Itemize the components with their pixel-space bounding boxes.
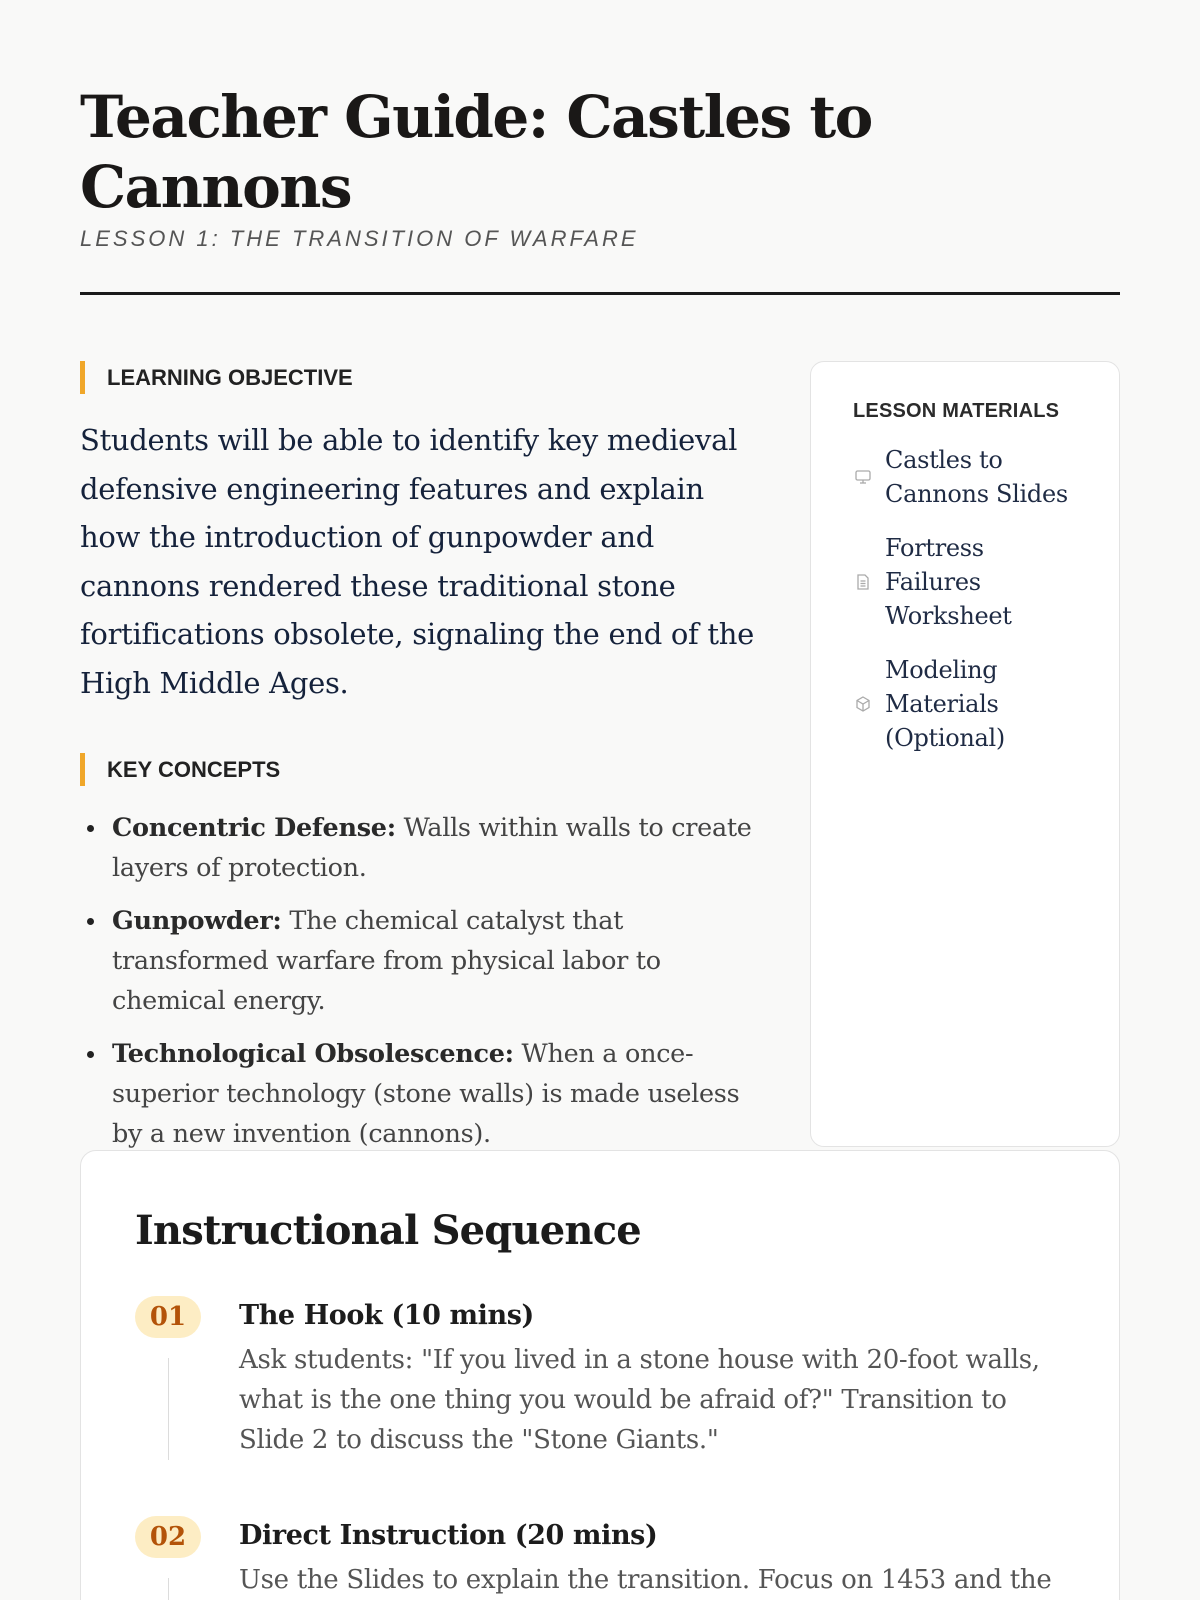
- concepts-list: [80, 808, 760, 1154]
- step-number-column: [135, 1516, 239, 1600]
- concept-term: Technological Obsolescence:: [112, 1039, 514, 1069]
- concept-term: Concentric Defense:: [112, 813, 396, 843]
- step-body: [239, 1516, 1065, 1600]
- concept-item: [112, 808, 760, 888]
- material-label: Modeling Materials (Optional): [885, 656, 1005, 752]
- step-text: Ask students: "If you lived in a stone house with 20-foot walls, what is the one thing you would be afraid of?" Transition to Slide 2 to discuss the "Stone Giants.": [239, 1345, 1040, 1455]
- step-text: Use the Slides to explain the transition. Focus on 1453 and the: [239, 1565, 1052, 1595]
- concept-desc: Walls within walls to create layers of protection.: [112, 813, 752, 883]
- header: [80, 0, 1120, 295]
- concepts-label: KEY CONCEPTS: [80, 753, 760, 786]
- material-item-slides[interactable]: [853, 443, 1081, 511]
- step-number-column: [135, 1296, 239, 1460]
- concept-desc: The chemical catalyst that transformed warfare from physical labor to chemical energy.: [112, 906, 661, 1016]
- document-icon: [853, 572, 873, 592]
- sequence-step: [135, 1296, 1065, 1460]
- sequence-title: Instructional Sequence: [135, 1207, 641, 1254]
- presentation-icon: [853, 467, 873, 487]
- concept-desc: When a once-superior technology (stone walls) is made useless by a new invention (cannons).: [112, 1039, 740, 1149]
- header-divider: [80, 292, 1120, 295]
- content-grid: [80, 361, 1120, 1167]
- step-title: Direct Instruction (20 mins): [239, 1520, 658, 1551]
- lesson-subtitle: LESSON 1: THE TRANSITION OF WARFARE: [80, 226, 639, 251]
- step-connector-line: [168, 1578, 169, 1600]
- concept-item: [112, 1034, 760, 1154]
- concept-item: [112, 901, 760, 1021]
- materials-card: [810, 361, 1120, 1147]
- objective-label: LEARNING OBJECTIVE: [80, 361, 760, 394]
- material-label: Fortress Failures Worksheet: [885, 534, 1012, 630]
- main-column: [80, 361, 760, 1167]
- concept-term: Gunpowder:: [112, 906, 282, 936]
- materials-title: LESSON MATERIALS: [853, 400, 1060, 422]
- material-item-worksheet[interactable]: [853, 531, 1081, 633]
- material-label: Castles to Cannons Slides: [885, 446, 1068, 508]
- step-number-badge: 01: [135, 1296, 201, 1338]
- step-number-badge: 02: [135, 1516, 201, 1558]
- sidebar: [810, 361, 1120, 1167]
- sequence-step: [135, 1516, 1065, 1600]
- page-title: Teacher Guide: Castles to Cannons: [80, 83, 872, 221]
- instructional-sequence-card: [80, 1150, 1120, 1600]
- step-title: The Hook (10 mins): [239, 1300, 534, 1331]
- step-connector-line: [168, 1358, 169, 1460]
- cube-icon: [853, 694, 873, 714]
- step-body: [239, 1296, 1065, 1460]
- material-item-modeling[interactable]: [853, 653, 1081, 755]
- objective-text: Students will be able to identify key medieval defensive engineering features and explain how the introduction of gunpowder and cannons rendered these traditional stone fortifications obsolete, signaling the end of the High Middle Ages.: [80, 423, 754, 700]
